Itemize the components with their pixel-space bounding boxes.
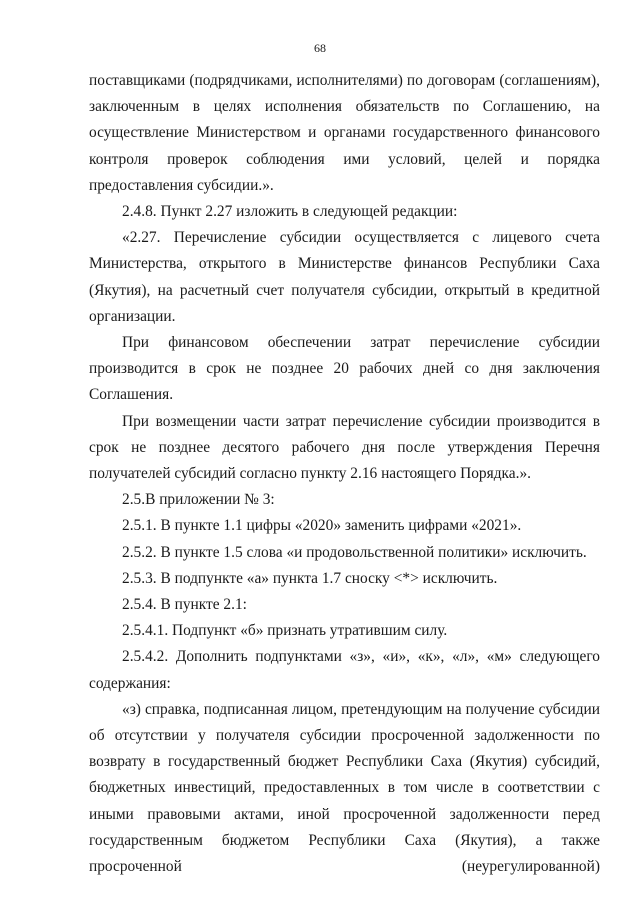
- page-number: 68: [314, 41, 326, 55]
- paragraph-clause-2-5: 2.5.В приложении № 3:: [122, 491, 275, 509]
- paragraph-clause-2-4-8: 2.4.8. Пункт 2.27 изложить в следующей редакции:: [122, 203, 458, 221]
- paragraph-clause-2-27: «2.27. Перечисление субсидии осуществляется с лицевого счета Министерства, открытого в Министерстве финансов Республики Саха (Якутия), на расчетный счет получателя субсидии, открытый в кредитной организации.: [89, 229, 600, 325]
- paragraph-subclause-z: «з) справка, подписанная лицом, претендующим на получение субсидии об отсутствии у получателя субсидии просроченной задолженности по возврату в государственный бюджет Республики Саха (Якутия) субсидий, бюджетных инвестиций, предоставленных в том числе в соответствии с иными правовыми актами, иной просроченной задолженности перед государственным бюджетом Республики Саха (Якутия), а также просроченной (неурегулированной): [89, 700, 600, 876]
- paragraph-clause-2-5-2: 2.5.2. В пункте 1.5 слова «и продовольственной политики» исключить.: [122, 543, 587, 561]
- paragraph-clause-2-5-1: 2.5.1. В пункте 1.1 цифры «2020» заменить цифрами «2021».: [122, 517, 522, 535]
- document-body: [89, 68, 600, 880]
- paragraph-continuation: поставщиками (подрядчиками, исполнителями) по договорам (соглашениям), заключенным в целях исполнения обязательств по Соглашению, на осуществление Министерством и органами государственного финансового контроля проверок соблюдения ими условий, целей и порядка предоставления субсидии.».: [89, 72, 600, 194]
- paragraph-clause-2-5-4: 2.5.4. В пункте 2.1:: [122, 596, 247, 614]
- paragraph-clause-2-5-4-2: 2.5.4.2. Дополнить подпунктами «з», «и», «к», «л», «м» следующего содержания:: [89, 648, 600, 692]
- paragraph-clause-2-5-3: 2.5.3. В подпункте «а» пункта 1.7 сноску <*> исключить.: [122, 569, 498, 587]
- paragraph-clause-2-5-4-1: 2.5.4.1. Подпункт «б» признать утратившим силу.: [122, 622, 448, 640]
- paragraph-financing: При финансовом обеспечении затрат перечисление субсидии производится в срок не позднее 20 рабочих дней со дня заключения Соглашения.: [89, 334, 600, 404]
- paragraph-reimbursement: При возмещении части затрат перечисление субсидии производится в срок не позднее десятого рабочего дня после утверждения Перечня получателей субсидий согласно пункту 2.16 настоящего Порядка.».: [89, 412, 600, 483]
